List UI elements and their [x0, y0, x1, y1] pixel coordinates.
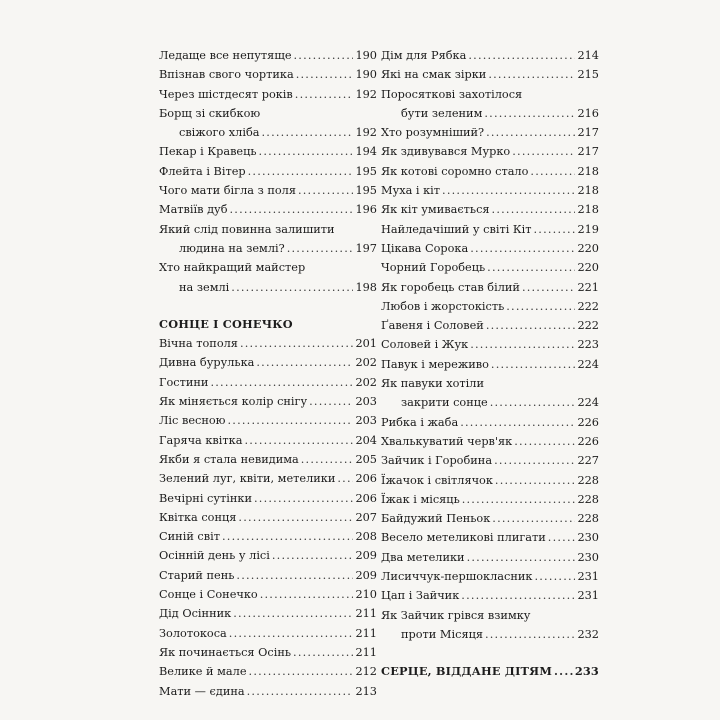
toc-entry: Їжак і місяць ..... 228	[381, 490, 599, 509]
toc-entry-wrapped: Який слід повинна залишити людина на землі? ..... 197	[159, 220, 377, 259]
toc-entry-wrapped: Як Зайчик грівся взимку проти Місяця ..... 232	[381, 606, 599, 645]
toc-entry: Як починається Осінь ..... 211	[159, 643, 377, 662]
toc-entry: Через шістдесят років ..... 192	[159, 85, 377, 104]
toc-entry: Зайчик і Горобина ..... 227	[381, 451, 599, 470]
toc-entry: Дім для Рябка ..... 214	[381, 46, 599, 65]
toc-entry: Мати — єдина ..... 213	[159, 682, 377, 701]
toc-entry: Як кіт умивається ..... 218	[381, 200, 599, 219]
toc-entry: Муха і кіт ..... 218	[381, 181, 599, 200]
toc-entry-wrapped: Хто найкращий майстер на землі ..... 198	[159, 258, 377, 297]
toc-entry: Осінній день у лісі ..... 209	[159, 546, 377, 565]
toc-entry: Весело метеликові плигати ..... 230	[381, 528, 599, 547]
toc-entry: Синій світ ..... 208	[159, 527, 377, 546]
toc-entry: Найледачіший у світі Кіт ..... 219	[381, 220, 599, 239]
toc-entry: Як здивувався Мурко ..... 217	[381, 142, 599, 161]
toc-entry-title-line1: Хто найкращий майстер	[159, 261, 306, 275]
toc-entry: Золотокоса ..... 211	[159, 624, 377, 643]
toc-entry: Флейта і Вітер ..... 195	[159, 162, 377, 181]
toc-entry: Любов і жорстокість ..... 222	[381, 297, 599, 316]
toc-entry: Хвалькуватий черв'як ..... 226	[381, 432, 599, 451]
toc-entry: Лисиччук-першокласник ..... 231	[381, 567, 599, 586]
toc-entry: Гостини ..... 202	[159, 373, 377, 392]
toc-entry: Сонце і Сонечко ..... 210	[159, 585, 377, 604]
toc-entry: Впізнав свого чортика ..... 190	[159, 65, 377, 84]
toc-entry: Матвіїв дуб ..... 196	[159, 200, 377, 219]
toc-entry: Пекар і Кравець ..... 194	[159, 142, 377, 161]
toc-entry-wrapped: Поросяткові захотілося бути зеленим ..... 216	[381, 85, 599, 124]
toc-entry: Два метелики ..... 230	[381, 548, 599, 567]
toc-left-column	[159, 46, 377, 701]
toc-entry: Як котові соромно стало ..... 218	[381, 162, 599, 181]
toc-entry: Чорний Горобець ..... 220	[381, 258, 599, 277]
toc-entry-title-line1: Поросяткові захотілося	[381, 87, 523, 101]
toc-entry-wrapped: Як павуки хотіли закрити сонце ..... 224	[381, 374, 599, 413]
toc-entry: Павук і мереживо ..... 224	[381, 355, 599, 374]
toc-entry-title-line1: Як павуки хотіли	[381, 377, 484, 391]
toc-entry-title-line1: Як Зайчик грівся взимку	[381, 608, 531, 622]
toc-entry: Байдужий Пеньок ..... 228	[381, 509, 599, 528]
toc-entry: Їжачок і світлячок ..... 228	[381, 471, 599, 490]
section-heading: СОНЦЕ І СОНЕЧКО	[159, 316, 293, 331]
toc-entry: Які на смак зірки ..... 215	[381, 65, 599, 84]
toc-right-column	[381, 46, 599, 682]
toc-entry: Як міняється колір снігу ..... 203	[159, 392, 377, 411]
toc-entry: Ліс весною ..... 203	[159, 411, 377, 430]
toc-entry: Вечірні сутінки ..... 206	[159, 489, 377, 508]
toc-entry: Ґавеня і Соловей ..... 222	[381, 316, 599, 335]
toc-entry: Квітка сонця ..... 207	[159, 508, 377, 527]
toc-entry-title-line1: Борщ зі скибкою	[159, 106, 261, 120]
toc-entry: Хто розумніший? ..... 217	[381, 123, 599, 142]
toc-entry: Чого мати бігла з поля ..... 195	[159, 181, 377, 200]
toc-entry: Велике й мале ..... 212	[159, 662, 377, 681]
toc-entry: Як горобець став білий ..... 221	[381, 278, 599, 297]
toc-entry: Вічна тополя ..... 201	[159, 334, 377, 353]
toc-entry: Ледаще все непутяще ..... 190	[159, 46, 377, 65]
toc-entry-title-line1: Який слід повинна залишити	[159, 222, 335, 236]
toc-entry: Гаряча квітка ..... 204	[159, 431, 377, 450]
toc-entry: Цап і Зайчик ..... 231	[381, 586, 599, 605]
toc-entry: Якби я стала невидима ..... 205	[159, 450, 377, 469]
toc-entry: Зелений луг, квіти, метелики ..... 206	[159, 469, 377, 488]
toc-entry: Цікава Сорока ..... 220	[381, 239, 599, 258]
toc-entry: Рибка і жаба ..... 226	[381, 413, 599, 432]
toc-entry: Соловей і Жук ..... 223	[381, 335, 599, 354]
toc-entry: Дивна бурулька ..... 202	[159, 353, 377, 372]
section-heading: СЕРЦЕ, ВІДДАНЕ ДІТЯМ ..... 233	[381, 662, 599, 681]
toc-entry-wrapped: Борщ зі скибкою свіжого хліба ..... 192	[159, 104, 377, 143]
toc-entry: Дід Осінник ..... 211	[159, 604, 377, 623]
toc-entry: Старий пень ..... 209	[159, 566, 377, 585]
